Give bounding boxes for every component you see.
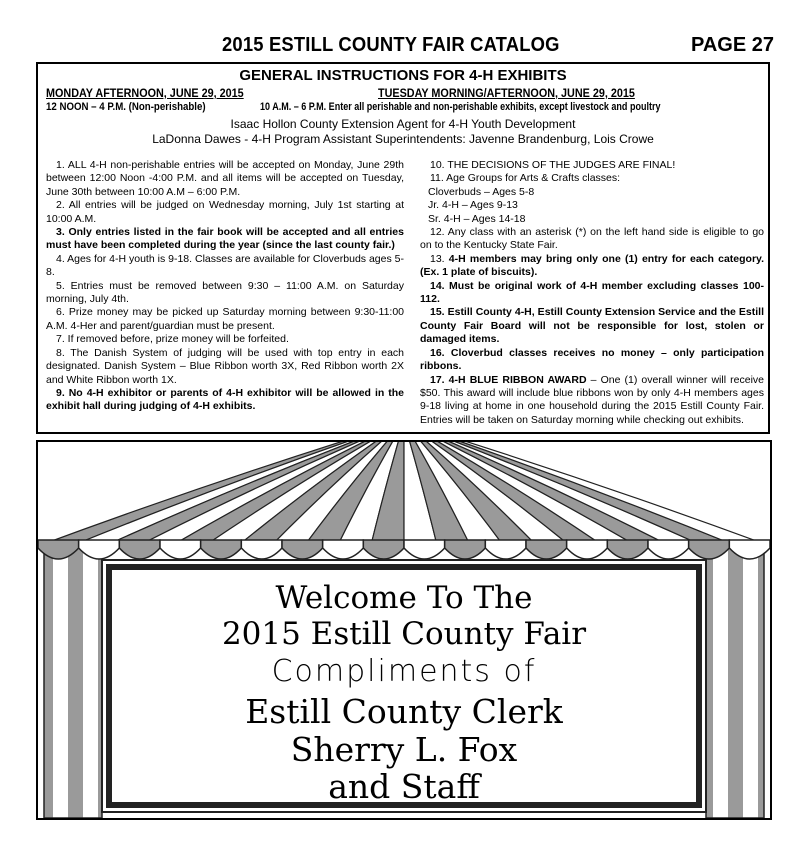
rule-item: 11. Age Groups for Arts & Crafts classes: [430, 172, 621, 185]
tuesday-hours: 10 A.M. – 6 P.M. Enter all perishable and non-perishable exhibits, except livestock and poultry [260, 101, 661, 113]
rule-item: 3. Only entries listed in the fair book will be accepted and all entries must have been completed during the year (since the last county fair.) [46, 226, 404, 252]
rule-item [420, 374, 764, 428]
tent-valance-scallop [363, 540, 404, 559]
rule-item: 16. Cloverbud classes receives no money – only participation ribbons. [420, 346, 764, 373]
tent-valance-scallop [241, 540, 282, 559]
monday-hours: 12 NOON – 4 P.M. (Non-perishable) [46, 101, 206, 113]
welcome-ad [36, 440, 772, 820]
rule-item: 8. The Danish System of judging will be used with top entry in each designated. Danish System – Blue Ribbon worth 3X, Red Ribbon worth 2X and White Ribbon worth 1X. [46, 346, 404, 386]
rule-item: 10. THE DECISIONS OF THE JUDGES ARE FINAL! [430, 159, 676, 171]
rule-item [420, 253, 764, 280]
rule-item: 12. Any class with an asterisk (*) on the left hand side is eligible to go on to the Kentucky State Fair. [420, 226, 764, 252]
tuesday-date: TUESDAY MORNING/AFTERNOON, JUNE 29, 2015 [378, 86, 635, 100]
welcome-sign [106, 564, 702, 808]
program-staff: LaDonna Dawes - 4-H Program Assistant Superintendents: Javenne Brandenburg, Lois Crowe [152, 132, 654, 146]
tent-valance-scallop [607, 540, 648, 559]
rule-number: 13. [430, 252, 445, 265]
rule-item: 9. No 4-H exhibitor or parents of 4-H exhibitor will be allowed in the exhibit hall during judging of 4-H exhibits. [46, 386, 404, 413]
instructions-heading: GENERAL INSTRUCTIONS FOR 4-H EXHIBITS [239, 67, 567, 84]
award-text: – One (1) overall winner will receive $50. This award will include blue ribbons won by only 4-H members ages 9-18 living at home in one household during the 2015 Estill County Fair. Entries will be taken on Saturday morning while checking out exhibits. [420, 373, 764, 426]
tent-valance-scallop [160, 540, 201, 559]
tent-valance-scallop [119, 540, 160, 559]
age-group-item: Sr. 4-H – Ages 14-18 [428, 212, 526, 225]
sign-fair-name: 2015 Estill County Fair [221, 616, 587, 652]
rule-text: 4-H members may bring only one (1) entry for each category. (Ex. 1 plate of biscuits). [420, 252, 765, 279]
tent-valance-scallop [282, 540, 323, 559]
rule-item: 1. ALL 4-H non-perishable entries will be accepted on Monday, June 29th between 12:00 Noon -4:00 P.M. and all items will be accepted on Tuesday, June 30th between 10:00 A.M – 6:00 P.M. [46, 159, 404, 198]
rule-item: 7. If removed before, prize money will be forfeited. [56, 333, 289, 346]
rule-item: 2. All entries will be judged on Wednesday morning, July 1st starting at 10:00 A.M. [46, 199, 404, 225]
tent-valance-scallop [404, 540, 445, 559]
sign-welcome-line: Welcome To The [275, 580, 533, 616]
rule-item: 4. Ages for 4-H youth is 9-18. Classes are available for Cloverbuds ages 5-8. [46, 252, 404, 279]
extension-agent: Isaac Hollon County Extension Agent for 4-H Youth Development [230, 117, 576, 131]
sign-clerk-name: Sherry L. Fox [290, 730, 518, 769]
rule-item: 15. Estill County 4-H, Estill County Extension Service and the Estill County Fair Board will not be responsible for lost, stolen or damaged items. [420, 306, 764, 346]
age-group-item: Jr. 4-H – Ages 9-13 [428, 199, 518, 212]
rule-item: 5. Entries must be removed between 9:30 – 11:00 A.M. on Saturday morning, July 4th. [46, 279, 404, 306]
age-group-item: Cloverbuds – Ages 5-8 [428, 185, 535, 198]
monday-date: MONDAY AFTERNOON, JUNE 29, 2015 [46, 86, 244, 100]
instructions-left-column [46, 159, 404, 414]
rule-item: 6. Prize money may be picked up Saturday morning between 9:30-11:00 A.M. 4-Her and parent/guardian must be present. [46, 306, 404, 332]
tent-valance-scallop [201, 540, 242, 559]
sign-staff: and Staff [328, 767, 480, 806]
sign-compliments: Compliments of [271, 654, 537, 689]
instructions-right-column [420, 159, 764, 427]
tent-valance-scallop [526, 540, 567, 559]
tent-valance-scallop [567, 540, 608, 559]
tent-valance-scallop [445, 540, 486, 559]
award-title: 17. 4-H BLUE RIBBON AWARD [430, 373, 587, 386]
catalog-title: 2015 ESTILL COUNTY FAIR CATALOG [222, 34, 560, 56]
tent-valance-scallop [323, 540, 364, 559]
rule-item: 14. Must be original work of 4-H member excluding classes 100-112. [420, 279, 764, 306]
sign-office: Estill County Clerk [245, 692, 563, 731]
page-number: PAGE 27 [691, 34, 774, 56]
instructions-box [36, 62, 770, 434]
tent-valance-scallop [648, 540, 689, 559]
tent-valance-scallop [485, 540, 526, 559]
